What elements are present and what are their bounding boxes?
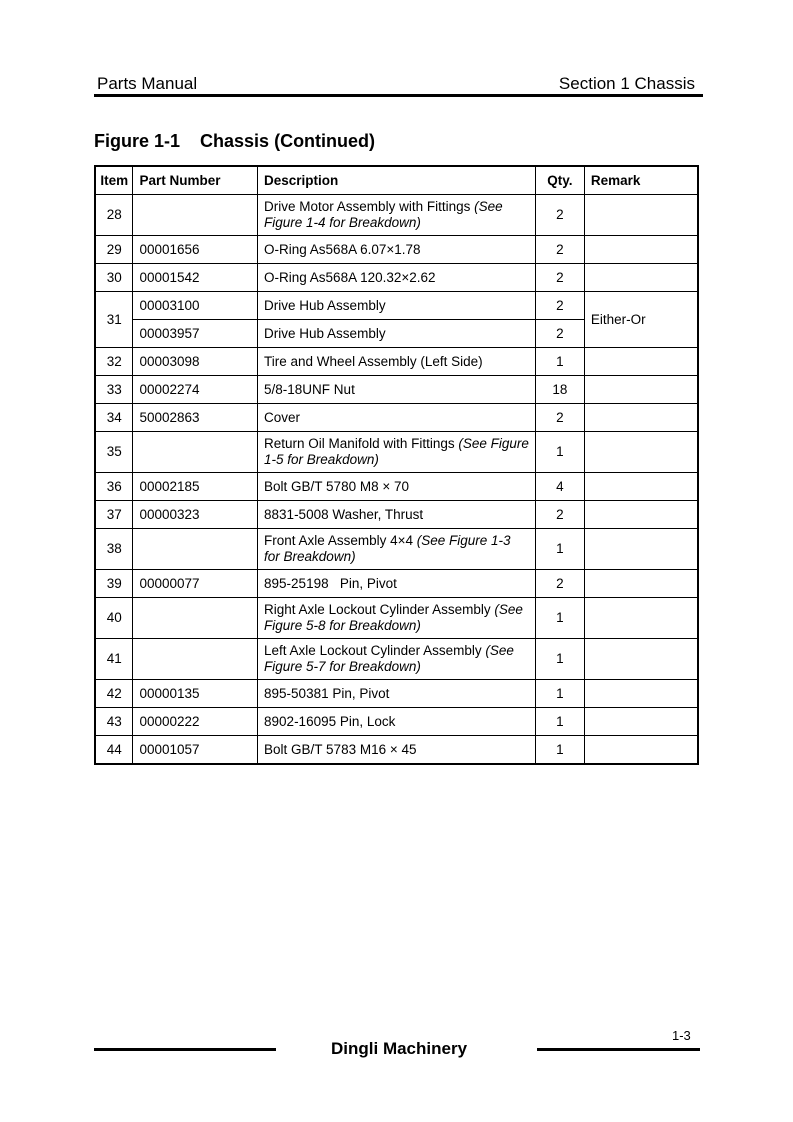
description: Drive Hub Assembly [258, 320, 536, 348]
figure-caption: Chassis (Continued) [200, 131, 376, 151]
table-row [95, 639, 698, 680]
remark [584, 473, 698, 501]
remark [584, 501, 698, 529]
column-header-description: Description [258, 166, 536, 195]
table-row [95, 404, 698, 432]
remark [584, 195, 698, 236]
item-number: 33 [95, 376, 133, 404]
table-row [95, 195, 698, 236]
item-number: 38 [95, 529, 133, 570]
breakdown-note: (See Figure 5-7 for Breakdown) [264, 643, 514, 674]
remark [584, 264, 698, 292]
quantity: 2 [535, 501, 584, 529]
footer-company: Dingli Machinery [331, 1039, 468, 1058]
quantity: 1 [535, 639, 584, 680]
part-number [133, 598, 258, 639]
remark [584, 598, 698, 639]
column-header-remark: Remark [584, 166, 698, 195]
breakdown-note: (See Figure 1-5 for Breakdown) [264, 436, 529, 467]
item-number: 36 [95, 473, 133, 501]
item-number: 39 [95, 570, 133, 598]
description [258, 529, 536, 570]
item-number: 35 [95, 432, 133, 473]
item-number: 41 [95, 639, 133, 680]
item-number: 30 [95, 264, 133, 292]
part-number: 00001542 [133, 264, 258, 292]
figure-title [94, 131, 375, 152]
remark [584, 376, 698, 404]
remark: Either-Or [584, 292, 698, 348]
description: O-Ring As568A 6.07×1.78 [258, 236, 536, 264]
item-number: 32 [95, 348, 133, 376]
description: Tire and Wheel Assembly (Left Side) [258, 348, 536, 376]
description: 895-50381 Pin, Pivot [258, 680, 536, 708]
part-number: 00003100 [133, 292, 258, 320]
quantity: 2 [535, 292, 584, 320]
page-number: 1-3 [672, 1028, 691, 1043]
description: 8831-5008 Washer, Thrust [258, 501, 536, 529]
part-number [133, 639, 258, 680]
table-row [95, 292, 698, 320]
quantity: 2 [535, 320, 584, 348]
description: Cover [258, 404, 536, 432]
part-number: 00003957 [133, 320, 258, 348]
item-number: 37 [95, 501, 133, 529]
part-number [133, 432, 258, 473]
item-number: 28 [95, 195, 133, 236]
table-row [95, 236, 698, 264]
item-number: 44 [95, 736, 133, 765]
quantity: 2 [535, 264, 584, 292]
table-header-row [95, 166, 698, 195]
quantity: 2 [535, 236, 584, 264]
breakdown-note: (See Figure 1-4 for Breakdown) [264, 199, 503, 230]
table-row [95, 570, 698, 598]
table-row [95, 529, 698, 570]
header-manual-title: Parts Manual [97, 74, 198, 93]
description-text: Left Axle Lockout Cylinder Assembly [264, 643, 482, 658]
description-text: Front Axle Assembly 4×4 [264, 533, 413, 548]
remark [584, 639, 698, 680]
remark [584, 529, 698, 570]
table-row [95, 598, 698, 639]
part-number: 00003098 [133, 348, 258, 376]
description: O-Ring As568A 120.32×2.62 [258, 264, 536, 292]
breakdown-note: (See Figure 1-3 for Breakdown) [264, 533, 511, 564]
quantity: 2 [535, 195, 584, 236]
remark [584, 404, 698, 432]
part-number: 00002185 [133, 473, 258, 501]
part-number: 00000077 [133, 570, 258, 598]
breakdown-note: (See Figure 5-8 for Breakdown) [264, 602, 523, 633]
item-number: 29 [95, 236, 133, 264]
item-number: 40 [95, 598, 133, 639]
remark [584, 348, 698, 376]
part-number: 00000222 [133, 708, 258, 736]
footer-divider-left [94, 1048, 276, 1051]
table-row [95, 680, 698, 708]
quantity: 1 [535, 432, 584, 473]
table-row [95, 264, 698, 292]
part-number [133, 529, 258, 570]
table-row [95, 432, 698, 473]
remark [584, 708, 698, 736]
item-number: 43 [95, 708, 133, 736]
item-number: 34 [95, 404, 133, 432]
quantity: 1 [535, 348, 584, 376]
description: 8902-16095 Pin, Lock [258, 708, 536, 736]
remark [584, 432, 698, 473]
table-row [95, 501, 698, 529]
header-section-title: Section 1 Chassis [558, 74, 695, 93]
description: 5/8-18UNF Nut [258, 376, 536, 404]
description-text: Drive Motor Assembly with Fittings [264, 199, 471, 214]
item-number: 31 [95, 292, 133, 348]
description-text: Return Oil Manifold with Fittings [264, 436, 455, 451]
quantity: 1 [535, 708, 584, 736]
footer-divider-right [537, 1048, 700, 1051]
remark [584, 736, 698, 765]
part-number: 00000135 [133, 680, 258, 708]
quantity: 1 [535, 736, 584, 765]
part-number: 00001656 [133, 236, 258, 264]
column-header-item: Item [95, 166, 133, 195]
description: Drive Hub Assembly [258, 292, 536, 320]
description: Bolt GB/T 5783 M16 × 45 [258, 736, 536, 765]
table-row [95, 473, 698, 501]
description-text: Right Axle Lockout Cylinder Assembly [264, 602, 491, 617]
quantity: 2 [535, 404, 584, 432]
quantity: 1 [535, 680, 584, 708]
part-number [133, 195, 258, 236]
table-row [95, 376, 698, 404]
quantity: 2 [535, 570, 584, 598]
header-divider [94, 94, 703, 97]
figure-number: Figure 1-1 [94, 131, 181, 151]
table-row [95, 736, 698, 765]
description: 895-25198 Pin, Pivot [258, 570, 536, 598]
quantity: 18 [535, 376, 584, 404]
part-number: 00002274 [133, 376, 258, 404]
remark [584, 236, 698, 264]
table-row [95, 708, 698, 736]
table-row [95, 348, 698, 376]
item-number: 42 [95, 680, 133, 708]
description [258, 432, 536, 473]
part-number: 50002863 [133, 404, 258, 432]
description [258, 195, 536, 236]
quantity: 1 [535, 529, 584, 570]
description [258, 598, 536, 639]
part-number: 00001057 [133, 736, 258, 765]
quantity: 1 [535, 598, 584, 639]
part-number: 00000323 [133, 501, 258, 529]
column-header-qty: Qty. [535, 166, 584, 195]
description [258, 639, 536, 680]
column-header-part-number: Part Number [133, 166, 258, 195]
remark [584, 570, 698, 598]
quantity: 4 [535, 473, 584, 501]
remark [584, 680, 698, 708]
parts-table [94, 165, 699, 765]
description: Bolt GB/T 5780 M8 × 70 [258, 473, 536, 501]
